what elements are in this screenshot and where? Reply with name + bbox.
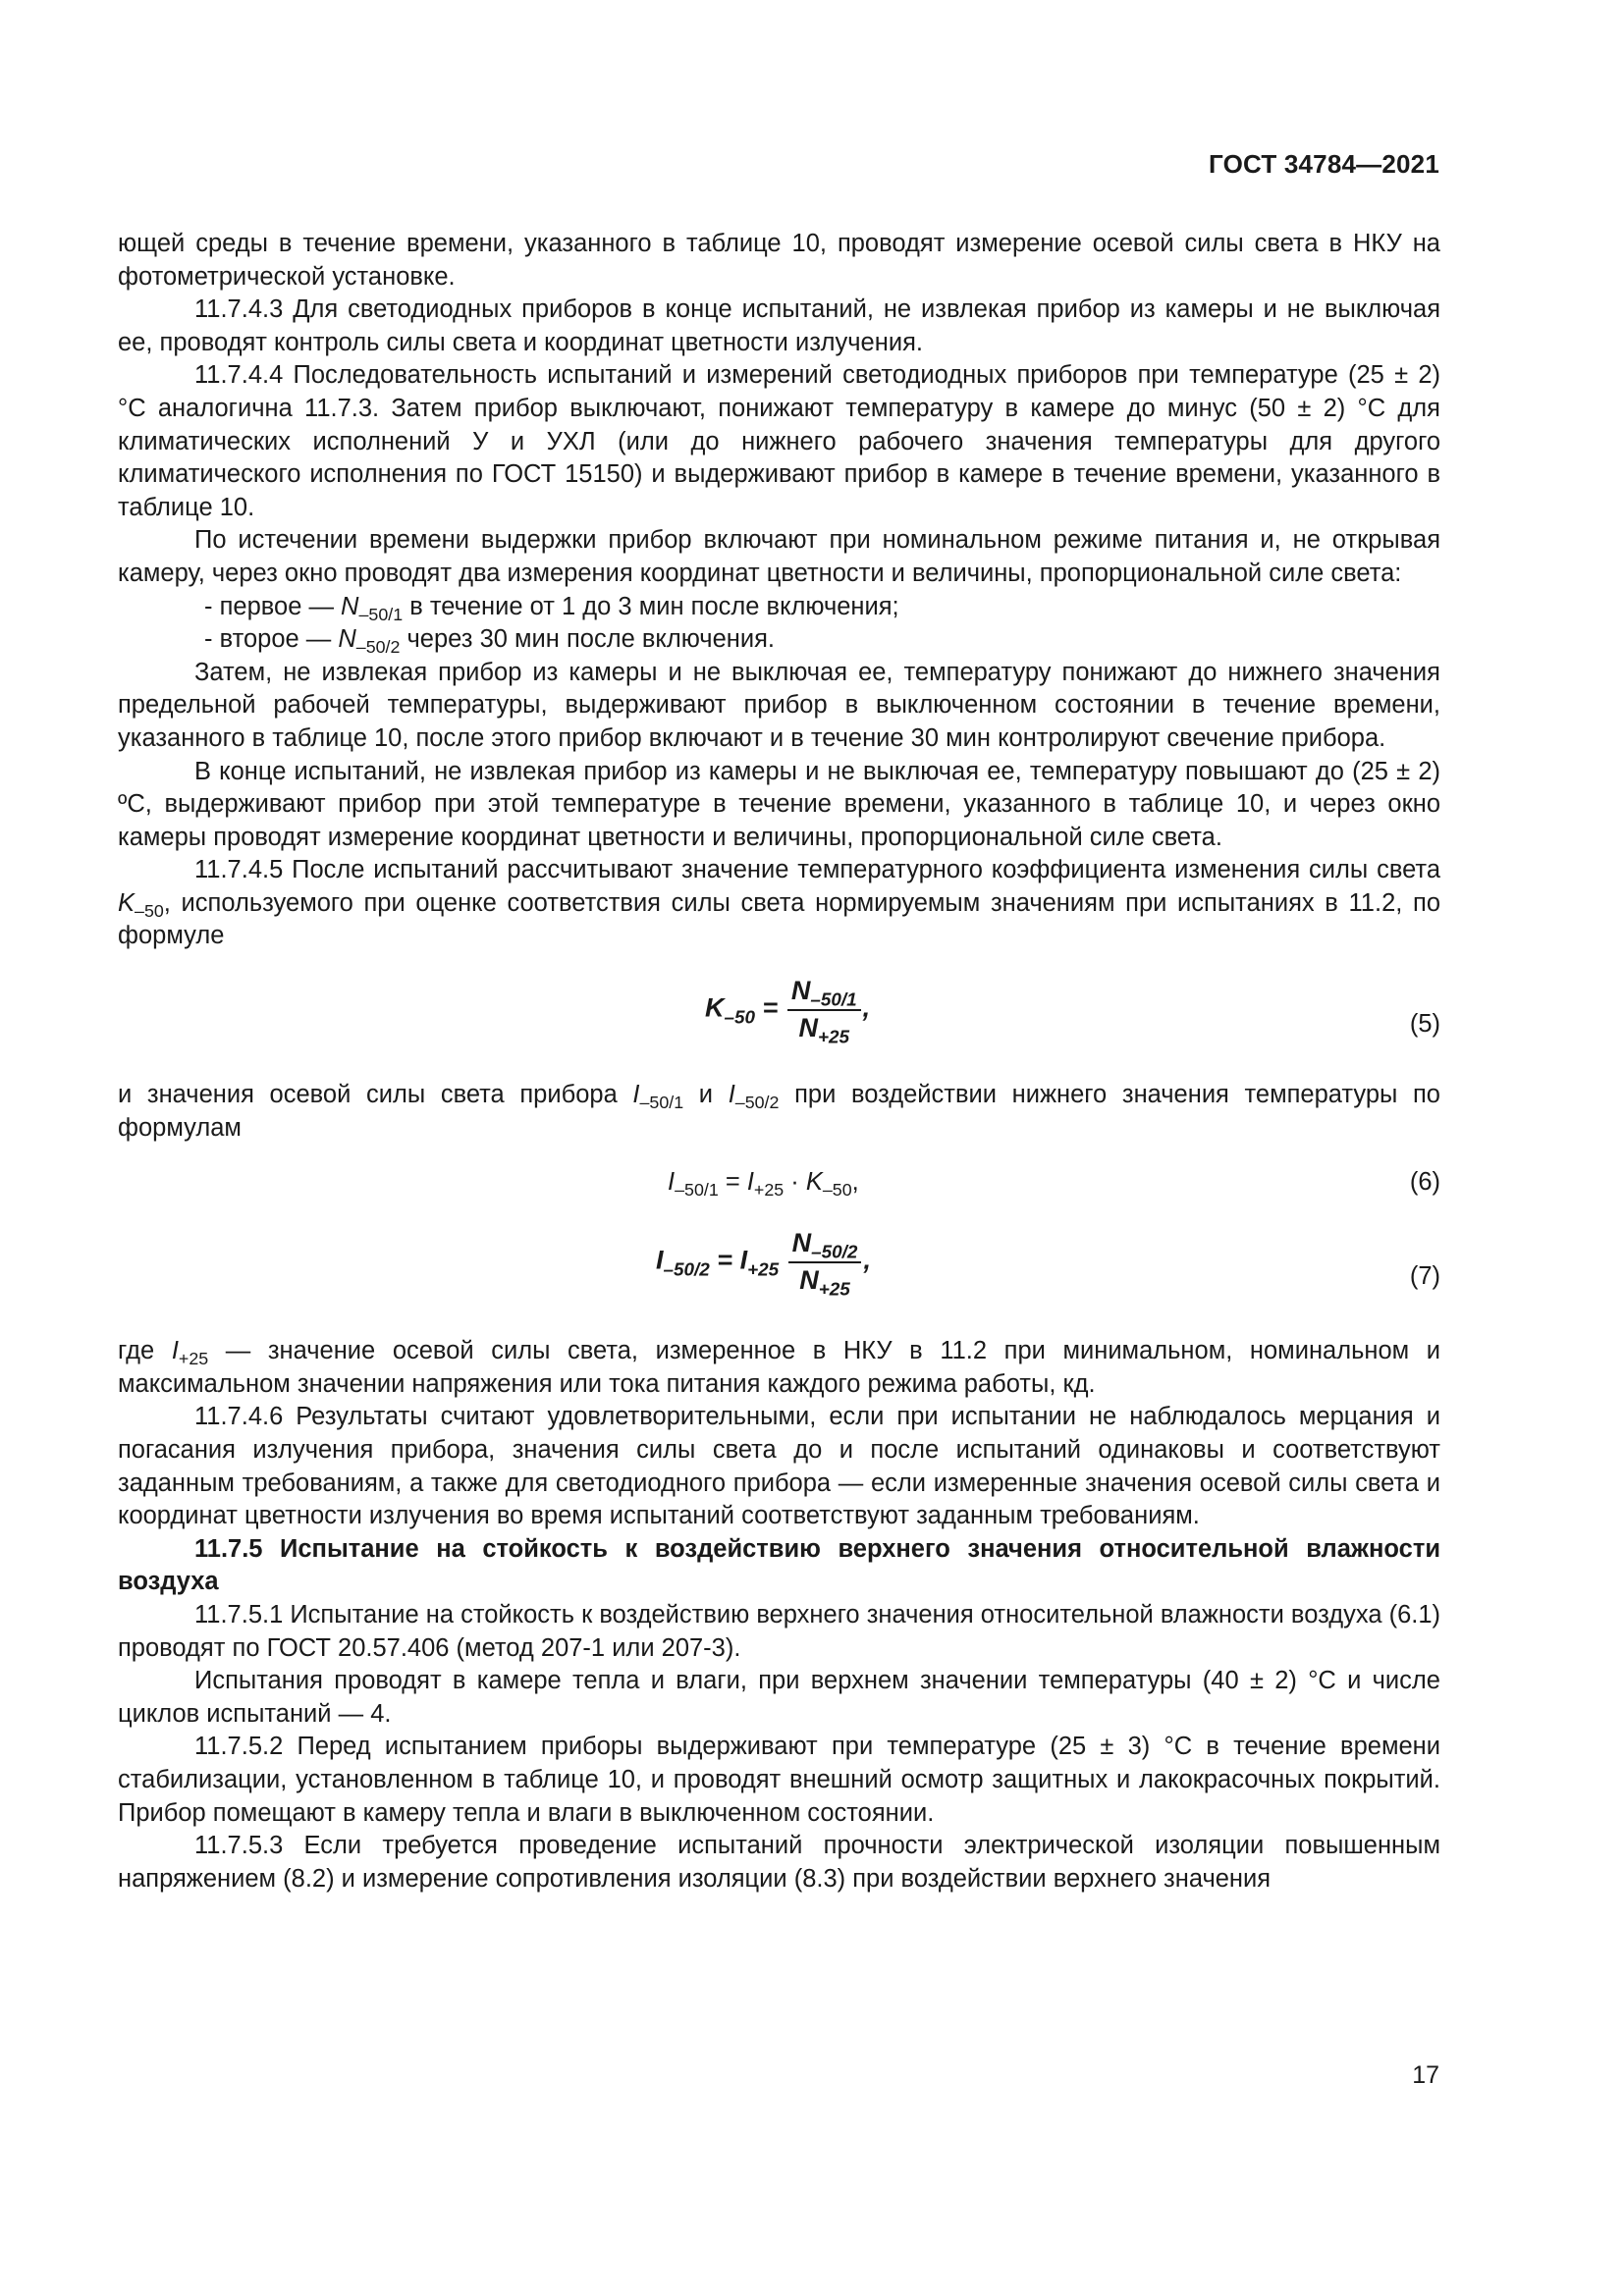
document-body [118, 228, 1440, 1896]
list-item: - первое — $N_{-50/1}$ в течение от 1 до 3 мин после включения; [204, 592, 899, 624]
paragraph-11-7-5-3: 11.7.5.3 Если требуется проведение испытаний прочности электрической изоляции повышенным напряжением (8.2) и измерение сопротивления изоляции (8.3) при воздействии верхнего значения [118, 1832, 1440, 1893]
page-number: 17 [1412, 2061, 1439, 2089]
formula-7-expression: $I_{-50/2} = I_{+25}$ $\frac{N_{-50/2}}{N_{+25}}$ , [656, 1228, 871, 1301]
fraction: $\frac{N_{-50/1}}{N_{+25}}$ [787, 975, 861, 1044]
paragraph: По истечении времени выдержки прибор включают при номинальном режиме питания и, не открывая камеру, через окно проводят два измерения координат цветности и величины, пропорциональной силе света: [118, 526, 1440, 587]
paragraph: и значения осевой силы света прибора $I_{-50/1}$ и $I_{-50/2}$ при воздействии нижнего значения температуры по формулам [118, 1081, 1440, 1142]
fraction: $\frac{N_{-50/2}}{N_{+25}}$ [788, 1227, 862, 1297]
paragraph: где $I_{+25}$ — значение осевой силы света, измеренное в НКУ в 11.2 при минимальном, номинальном и максимальном значении напряжения или тока питания каждого режима работы, кд. [118, 1337, 1440, 1398]
paragraph-11-7-5-1: 11.7.5.1 Испытание на стойкость к воздействию верхнего значения относительной влажности воздуха (6.1) проводят по ГОСТ 20.57.406 (метод 207-1 или 207-3). [118, 1601, 1441, 1662]
formula-6 [118, 1158, 1440, 1223]
paragraph-11-7-4-6: 11.7.4.6 Результаты считают удовлетворительными, если при испытании не наблюдалось мерцания и погасания излучения прибора, значения силы света до и после испытаний одинаковы и соответствуют заданным требованиям, а также для светодиодного прибора — если измеренные значения осевой силы света и координат цветности излучения во время испытаний соответствуют заданным требованиям. [118, 1403, 1440, 1530]
formula-number: (6) [1409, 1168, 1440, 1197]
formula-number: (5) [1409, 1010, 1440, 1039]
formula-6-expression: $I_{-50/1} = I_{+25} \cdot K_{-50}$, [668, 1168, 859, 1201]
paragraph-11-7-4-5: 11.7.4.5 После испытаний рассчитывают значение температурного коэффициента изменения силы света $K_{-50}$, используемого при оценке соответствия силы света нормируемым значениям при испытаниях в 11.2, по формуле [118, 856, 1440, 950]
paragraph: Испытания проводят в камере тепла и влаги, при верхнем значении температуры (40 ± 2) °С и числе циклов испытаний — 4. [118, 1667, 1440, 1728]
paragraph: В конце испытаний, не извлекая прибор из камеры и не выключая ее, температуру повышают до (25 ± 2) ºС, выдерживают прибор при этой температуре в течение времени, указанного в таблице 10, и через окно камеры проводят измерение координат цветности и величины, пропорциональной силе света. [118, 757, 1440, 851]
formula-5-expression: $K_{-50}$ = $\frac{N_{-50/1}}{N_{+25}}$ , [705, 976, 871, 1048]
formula-5 [118, 975, 1440, 1073]
formula-7 [118, 1227, 1440, 1335]
section-heading-11-7-5: 11.7.5 Испытание на стойкость к воздействию верхнего значения относительной влажности воздуха [118, 1534, 1440, 1596]
paragraph-11-7-5-2: 11.7.5.2 Перед испытанием приборы выдерживают при температуре (25 ± 3) °С в течение времени стабилизации, установленном в таблице 10, и проводят внешний осмотр защитных и лакокрасочных покрытий. Прибор помещают в камеру тепла и влаги в выключенном состоянии. [118, 1733, 1440, 1827]
paragraph: ющей среды в течение времени, указанного в таблице 10, проводят измерение осевой силы света в НКУ на фотометрической установке. [118, 230, 1440, 291]
list-item: - второе — $N_{-50/2}$ через 30 мин после включения. [204, 625, 775, 658]
formula-number: (7) [1409, 1262, 1440, 1291]
paragraph: Затем, не извлекая прибор из камеры и не выключая ее, температуру понижают до нижнего значения предельной рабочей температуры, выдерживают прибор в выключенном состоянии в течение времени, указанного в таблице 10, после этого прибор включают и в течение 30 мин контролируют свечение прибора. [118, 658, 1440, 752]
document-header: ГОСТ 34784—2021 [1209, 149, 1439, 179]
paragraph-11-7-4-4: 11.7.4.4 Последовательность испытаний и измерений светодиодных приборов при температуре (25 ± 2) °С аналогична 11.7.3. Затем прибор выключают, понижают температуру в камере до минус (50 ± 2) °С для климатических исполнений У и УХЛ (или до нижнего рабочего значения температуры для другого климатического исполнения по ГОСТ 15150) и выдерживают прибор в камере в течение времени, указанного в таблице 10. [118, 361, 1440, 521]
paragraph-11-7-4-3: 11.7.4.3 Для светодиодных приборов в конце испытаний, не извлекая прибор из камеры и не выключая ее, проводят контроль силы света и координат цветности излучения. [118, 295, 1440, 356]
